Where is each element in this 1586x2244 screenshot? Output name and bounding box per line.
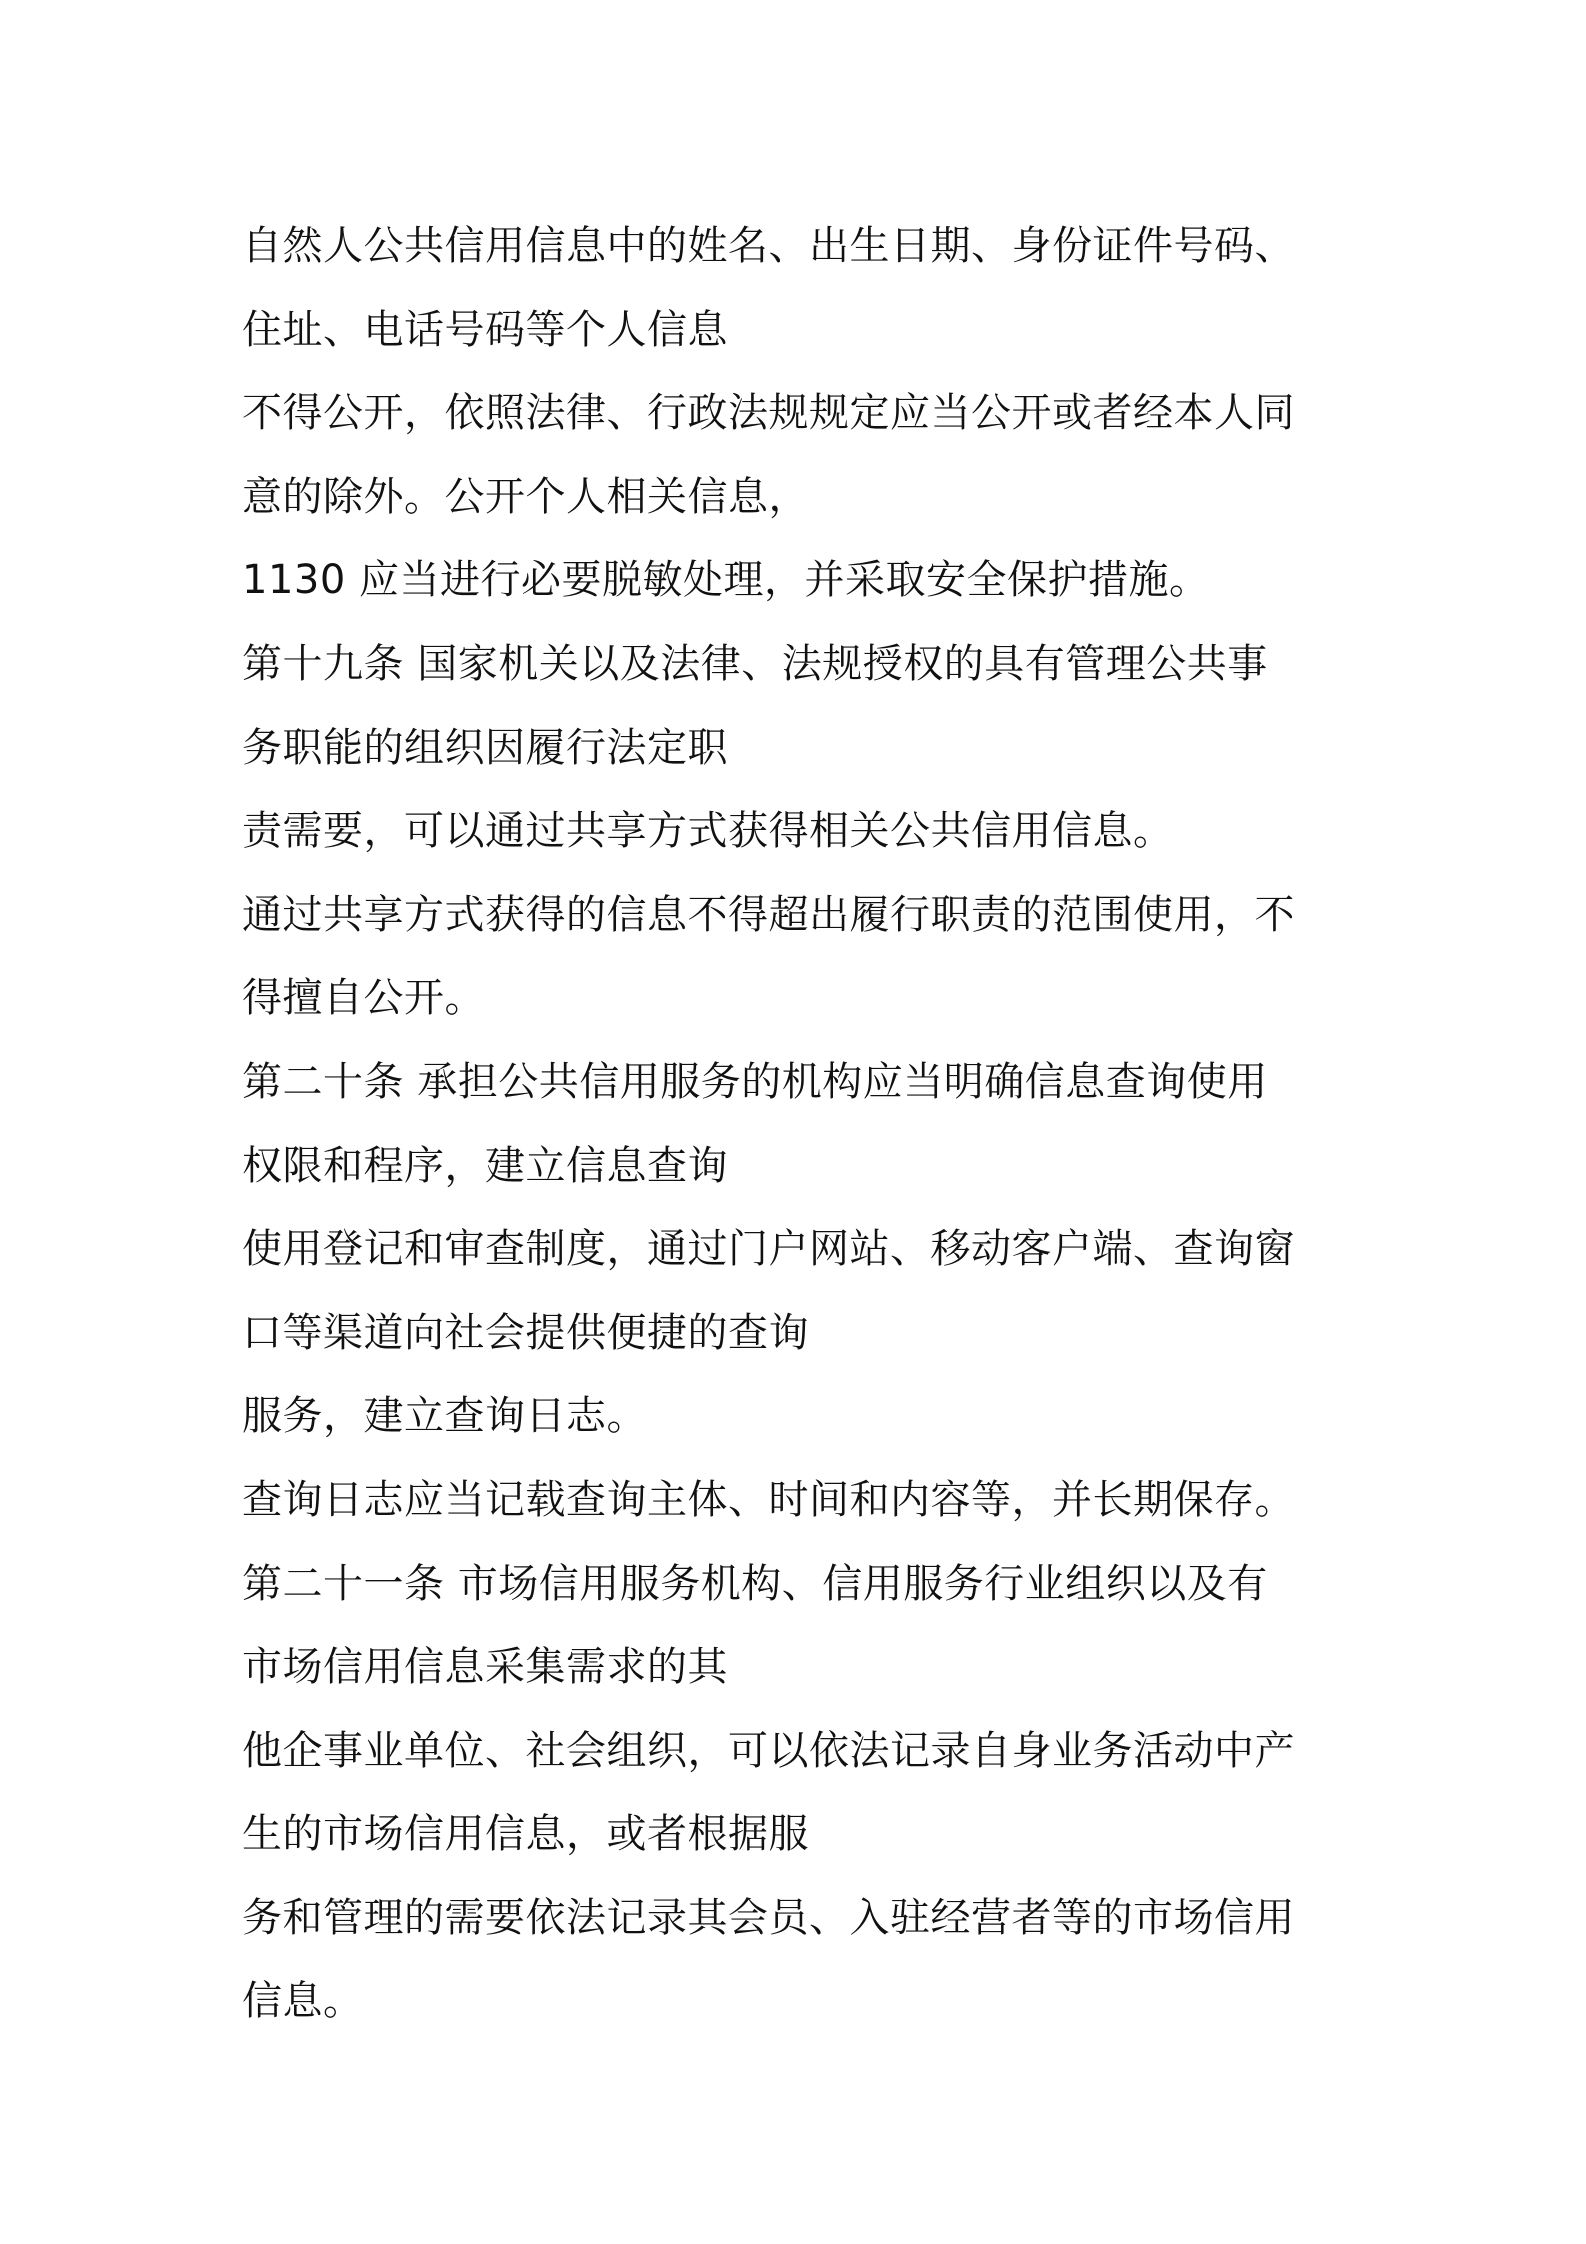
text-line: 生的市场信用信息，或者根据服 bbox=[242, 1811, 809, 1858]
text-line: 他企事业单位、社会组织，可以依法记录自身业务活动中产 bbox=[242, 1727, 1295, 1774]
document-page bbox=[242, 205, 1442, 2044]
text-line: 意的除外。公开个人相关信息， bbox=[242, 473, 809, 520]
text-line: 不得公开，依照法律、行政法规规定应当公开或者经本人同 bbox=[242, 390, 1295, 437]
text-line: 务职能的组织因履行法定职 bbox=[242, 724, 728, 771]
text-line: 务和管理的需要依法记录其会员、入驻经营者等的市场信用 bbox=[242, 1894, 1295, 1941]
text-line: 市场信用信息采集需求的其 bbox=[242, 1644, 728, 1691]
text-line: 第二十条 承担公共信用服务的机构应当明确信息查询使用 bbox=[242, 1058, 1268, 1105]
text-line: 责需要，可以通过共享方式获得相关公共信用信息。 bbox=[242, 808, 1174, 855]
text-line: 1130 应当进行必要脱敏处理，并采取安全保护措施。 bbox=[242, 557, 1210, 604]
text-line: 信息。 bbox=[242, 1978, 364, 2025]
text-line: 第十九条 国家机关以及法律、法规授权的具有管理公共事 bbox=[242, 640, 1268, 687]
text-line: 得擅自公开。 bbox=[242, 975, 485, 1022]
text-line: 口等渠道向社会提供便捷的查询 bbox=[242, 1309, 809, 1356]
text-line: 第二十一条 市场信用服务机构、信用服务行业组织以及有 bbox=[242, 1560, 1268, 1607]
text-line: 权限和程序，建立信息查询 bbox=[242, 1142, 728, 1189]
text-line: 住址、电话号码等个人信息 bbox=[242, 306, 728, 353]
text-line: 使用登记和审查制度，通过门户网站、移动客户端、查询窗 bbox=[242, 1226, 1295, 1273]
text-line: 通过共享方式获得的信息不得超出履行职责的范围使用，不 bbox=[242, 891, 1295, 938]
text-line: 服务，建立查询日志。 bbox=[242, 1393, 647, 1440]
text-line: 查询日志应当记载查询主体、时间和内容等，并长期保存。 bbox=[242, 1476, 1295, 1523]
text-line: 自然人公共信用信息中的姓名、出生日期、身份证件号码、 bbox=[242, 223, 1295, 269]
